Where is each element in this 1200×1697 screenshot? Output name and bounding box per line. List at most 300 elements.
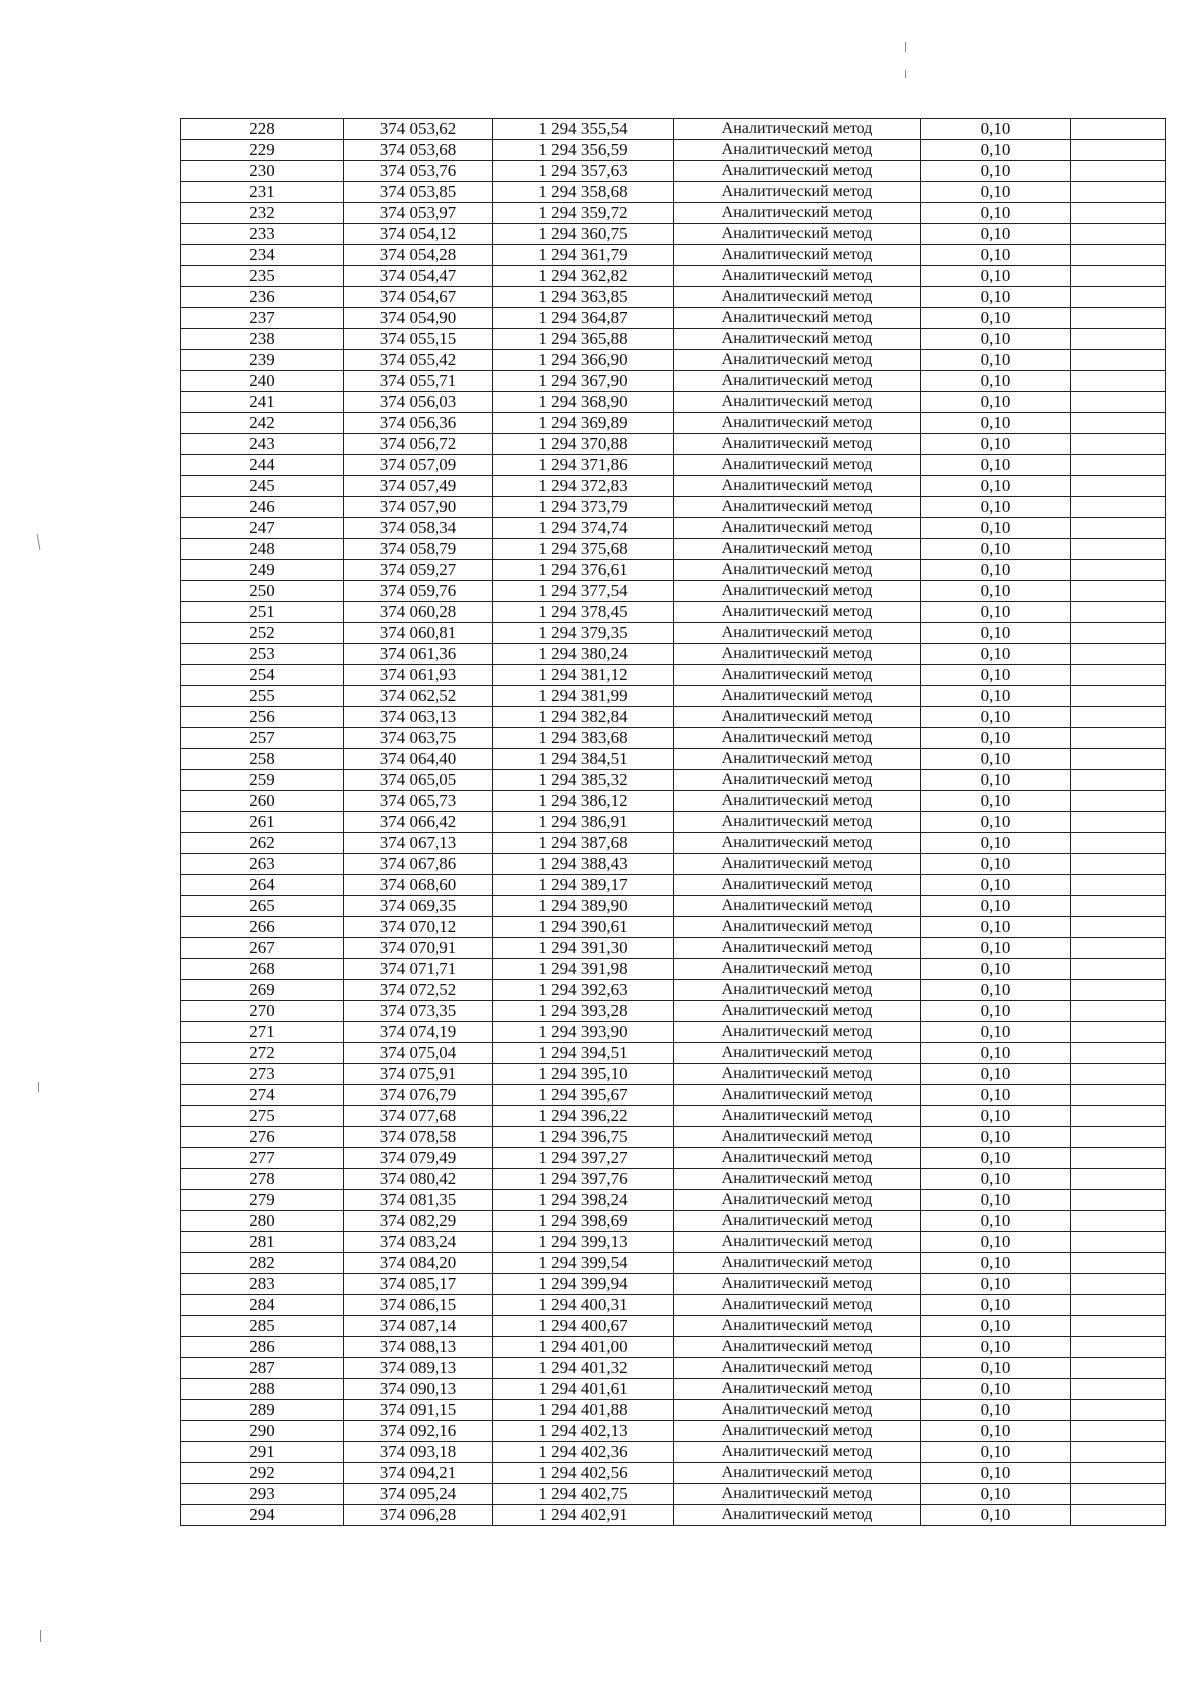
method-cell: Аналитический метод xyxy=(674,371,921,392)
y-coordinate-cell: 1 294 380,24 xyxy=(493,644,674,665)
y-coordinate-cell: 1 294 362,82 xyxy=(493,266,674,287)
method-cell: Аналитический метод xyxy=(674,1442,921,1463)
accuracy-cell: 0,10 xyxy=(921,770,1071,791)
table-row xyxy=(181,1085,1166,1106)
method-cell: Аналитический метод xyxy=(674,413,921,434)
y-coordinate-cell: 1 294 392,63 xyxy=(493,980,674,1001)
point-number-cell: 279 xyxy=(181,1190,344,1211)
table-row xyxy=(181,749,1166,770)
x-coordinate-cell: 374 060,81 xyxy=(344,623,493,644)
table-row xyxy=(181,497,1166,518)
note-cell xyxy=(1071,602,1166,623)
method-cell: Аналитический метод xyxy=(674,1169,921,1190)
x-coordinate-cell: 374 054,12 xyxy=(344,224,493,245)
table-row xyxy=(181,518,1166,539)
method-cell: Аналитический метод xyxy=(674,854,921,875)
note-cell xyxy=(1071,959,1166,980)
point-number-cell: 229 xyxy=(181,140,344,161)
method-cell: Аналитический метод xyxy=(674,1232,921,1253)
point-number-cell: 258 xyxy=(181,749,344,770)
y-coordinate-cell: 1 294 400,31 xyxy=(493,1295,674,1316)
x-coordinate-cell: 374 088,13 xyxy=(344,1337,493,1358)
point-number-cell: 247 xyxy=(181,518,344,539)
x-coordinate-cell: 374 083,24 xyxy=(344,1232,493,1253)
table-row xyxy=(181,308,1166,329)
method-cell: Аналитический метод xyxy=(674,875,921,896)
x-coordinate-cell: 374 078,58 xyxy=(344,1127,493,1148)
note-cell xyxy=(1071,938,1166,959)
point-number-cell: 259 xyxy=(181,770,344,791)
y-coordinate-cell: 1 294 383,68 xyxy=(493,728,674,749)
note-cell xyxy=(1071,182,1166,203)
method-cell: Аналитический метод xyxy=(674,1253,921,1274)
accuracy-cell: 0,10 xyxy=(921,1379,1071,1400)
table-row xyxy=(181,896,1166,917)
method-cell: Аналитический метод xyxy=(674,1316,921,1337)
y-coordinate-cell: 1 294 400,67 xyxy=(493,1316,674,1337)
method-cell: Аналитический метод xyxy=(674,518,921,539)
accuracy-cell: 0,10 xyxy=(921,497,1071,518)
table-row xyxy=(181,1001,1166,1022)
table-row xyxy=(181,455,1166,476)
method-cell: Аналитический метод xyxy=(674,1001,921,1022)
x-coordinate-cell: 374 086,15 xyxy=(344,1295,493,1316)
table-row xyxy=(181,287,1166,308)
note-cell xyxy=(1071,644,1166,665)
table-row xyxy=(181,812,1166,833)
scan-artifact-mark xyxy=(905,70,906,78)
accuracy-cell: 0,10 xyxy=(921,1085,1071,1106)
method-cell: Аналитический метод xyxy=(674,665,921,686)
accuracy-cell: 0,10 xyxy=(921,1358,1071,1379)
note-cell xyxy=(1071,140,1166,161)
x-coordinate-cell: 374 075,04 xyxy=(344,1043,493,1064)
y-coordinate-cell: 1 294 398,24 xyxy=(493,1190,674,1211)
accuracy-cell: 0,10 xyxy=(921,371,1071,392)
y-coordinate-cell: 1 294 370,88 xyxy=(493,434,674,455)
method-cell: Аналитический метод xyxy=(674,1211,921,1232)
method-cell: Аналитический метод xyxy=(674,224,921,245)
table-row xyxy=(181,623,1166,644)
point-number-cell: 290 xyxy=(181,1421,344,1442)
x-coordinate-cell: 374 064,40 xyxy=(344,749,493,770)
x-coordinate-cell: 374 054,47 xyxy=(344,266,493,287)
y-coordinate-cell: 1 294 363,85 xyxy=(493,287,674,308)
note-cell xyxy=(1071,350,1166,371)
note-cell xyxy=(1071,1169,1166,1190)
x-coordinate-cell: 374 080,42 xyxy=(344,1169,493,1190)
table-row xyxy=(181,1190,1166,1211)
note-cell xyxy=(1071,455,1166,476)
x-coordinate-cell: 374 066,42 xyxy=(344,812,493,833)
point-number-cell: 252 xyxy=(181,623,344,644)
point-number-cell: 272 xyxy=(181,1043,344,1064)
y-coordinate-cell: 1 294 385,32 xyxy=(493,770,674,791)
x-coordinate-cell: 374 071,71 xyxy=(344,959,493,980)
note-cell xyxy=(1071,434,1166,455)
point-number-cell: 243 xyxy=(181,434,344,455)
note-cell xyxy=(1071,1442,1166,1463)
table-row xyxy=(181,833,1166,854)
y-coordinate-cell: 1 294 396,75 xyxy=(493,1127,674,1148)
method-cell: Аналитический метод xyxy=(674,1484,921,1505)
accuracy-cell: 0,10 xyxy=(921,623,1071,644)
note-cell xyxy=(1071,518,1166,539)
accuracy-cell: 0,10 xyxy=(921,161,1071,182)
method-cell: Аналитический метод xyxy=(674,980,921,1001)
x-coordinate-cell: 374 092,16 xyxy=(344,1421,493,1442)
y-coordinate-cell: 1 294 367,90 xyxy=(493,371,674,392)
point-number-cell: 264 xyxy=(181,875,344,896)
note-cell xyxy=(1071,560,1166,581)
table-row xyxy=(181,1463,1166,1484)
x-coordinate-cell: 374 079,49 xyxy=(344,1148,493,1169)
x-coordinate-cell: 374 054,90 xyxy=(344,308,493,329)
table-row xyxy=(181,350,1166,371)
x-coordinate-cell: 374 055,15 xyxy=(344,329,493,350)
note-cell xyxy=(1071,224,1166,245)
method-cell: Аналитический метод xyxy=(674,1379,921,1400)
table-row xyxy=(181,1211,1166,1232)
point-number-cell: 283 xyxy=(181,1274,344,1295)
note-cell xyxy=(1071,1295,1166,1316)
note-cell xyxy=(1071,1400,1166,1421)
method-cell: Аналитический метод xyxy=(674,434,921,455)
note-cell xyxy=(1071,686,1166,707)
y-coordinate-cell: 1 294 361,79 xyxy=(493,245,674,266)
point-number-cell: 271 xyxy=(181,1022,344,1043)
y-coordinate-cell: 1 294 397,76 xyxy=(493,1169,674,1190)
x-coordinate-cell: 374 061,93 xyxy=(344,665,493,686)
y-coordinate-cell: 1 294 402,56 xyxy=(493,1463,674,1484)
accuracy-cell: 0,10 xyxy=(921,518,1071,539)
point-number-cell: 268 xyxy=(181,959,344,980)
point-number-cell: 230 xyxy=(181,161,344,182)
y-coordinate-cell: 1 294 376,61 xyxy=(493,560,674,581)
x-coordinate-cell: 374 065,05 xyxy=(344,770,493,791)
point-number-cell: 263 xyxy=(181,854,344,875)
point-number-cell: 235 xyxy=(181,266,344,287)
note-cell xyxy=(1071,1421,1166,1442)
table-row xyxy=(181,1379,1166,1400)
note-cell xyxy=(1071,623,1166,644)
x-coordinate-cell: 374 090,13 xyxy=(344,1379,493,1400)
x-coordinate-cell: 374 053,85 xyxy=(344,182,493,203)
x-coordinate-cell: 374 060,28 xyxy=(344,602,493,623)
accuracy-cell: 0,10 xyxy=(921,224,1071,245)
note-cell xyxy=(1071,1148,1166,1169)
table-row xyxy=(181,791,1166,812)
method-cell: Аналитический метод xyxy=(674,812,921,833)
method-cell: Аналитический метод xyxy=(674,560,921,581)
y-coordinate-cell: 1 294 357,63 xyxy=(493,161,674,182)
accuracy-cell: 0,10 xyxy=(921,140,1071,161)
point-number-cell: 237 xyxy=(181,308,344,329)
point-number-cell: 241 xyxy=(181,392,344,413)
method-cell: Аналитический метод xyxy=(674,602,921,623)
method-cell: Аналитический метод xyxy=(674,917,921,938)
note-cell xyxy=(1071,476,1166,497)
accuracy-cell: 0,10 xyxy=(921,1295,1071,1316)
x-coordinate-cell: 374 057,49 xyxy=(344,476,493,497)
method-cell: Аналитический метод xyxy=(674,350,921,371)
method-cell: Аналитический метод xyxy=(674,581,921,602)
method-cell: Аналитический метод xyxy=(674,896,921,917)
y-coordinate-cell: 1 294 393,28 xyxy=(493,1001,674,1022)
x-coordinate-cell: 374 074,19 xyxy=(344,1022,493,1043)
point-number-cell: 267 xyxy=(181,938,344,959)
x-coordinate-cell: 374 053,76 xyxy=(344,161,493,182)
table-row xyxy=(181,1232,1166,1253)
x-coordinate-cell: 374 094,21 xyxy=(344,1463,493,1484)
point-number-cell: 233 xyxy=(181,224,344,245)
point-number-cell: 273 xyxy=(181,1064,344,1085)
table-row xyxy=(181,581,1166,602)
y-coordinate-cell: 1 294 366,90 xyxy=(493,350,674,371)
note-cell xyxy=(1071,539,1166,560)
method-cell: Аналитический метод xyxy=(674,644,921,665)
accuracy-cell: 0,10 xyxy=(921,1253,1071,1274)
accuracy-cell: 0,10 xyxy=(921,1421,1071,1442)
accuracy-cell: 0,10 xyxy=(921,1463,1071,1484)
table-row xyxy=(181,245,1166,266)
point-number-cell: 239 xyxy=(181,350,344,371)
y-coordinate-cell: 1 294 402,13 xyxy=(493,1421,674,1442)
note-cell xyxy=(1071,728,1166,749)
accuracy-cell: 0,10 xyxy=(921,1232,1071,1253)
note-cell xyxy=(1071,161,1166,182)
x-coordinate-cell: 374 084,20 xyxy=(344,1253,493,1274)
x-coordinate-cell: 374 073,35 xyxy=(344,1001,493,1022)
table-row xyxy=(181,1421,1166,1442)
point-number-cell: 287 xyxy=(181,1358,344,1379)
table-row xyxy=(181,1127,1166,1148)
method-cell: Аналитический метод xyxy=(674,1274,921,1295)
note-cell xyxy=(1071,308,1166,329)
table-row xyxy=(181,1043,1166,1064)
note-cell xyxy=(1071,980,1166,1001)
table-row xyxy=(181,1337,1166,1358)
point-number-cell: 256 xyxy=(181,707,344,728)
y-coordinate-cell: 1 294 360,75 xyxy=(493,224,674,245)
accuracy-cell: 0,10 xyxy=(921,1400,1071,1421)
method-cell: Аналитический метод xyxy=(674,1190,921,1211)
table-row xyxy=(181,602,1166,623)
x-coordinate-cell: 374 096,28 xyxy=(344,1505,493,1526)
table-row xyxy=(181,938,1166,959)
note-cell xyxy=(1071,833,1166,854)
table-row xyxy=(181,644,1166,665)
y-coordinate-cell: 1 294 393,90 xyxy=(493,1022,674,1043)
x-coordinate-cell: 374 063,13 xyxy=(344,707,493,728)
y-coordinate-cell: 1 294 401,32 xyxy=(493,1358,674,1379)
point-number-cell: 280 xyxy=(181,1211,344,1232)
scan-artifact-mark xyxy=(38,1082,39,1092)
note-cell xyxy=(1071,413,1166,434)
y-coordinate-cell: 1 294 381,99 xyxy=(493,686,674,707)
accuracy-cell: 0,10 xyxy=(921,1022,1071,1043)
y-coordinate-cell: 1 294 396,22 xyxy=(493,1106,674,1127)
y-coordinate-cell: 1 294 391,98 xyxy=(493,959,674,980)
note-cell xyxy=(1071,1358,1166,1379)
y-coordinate-cell: 1 294 377,54 xyxy=(493,581,674,602)
x-coordinate-cell: 374 085,17 xyxy=(344,1274,493,1295)
accuracy-cell: 0,10 xyxy=(921,854,1071,875)
y-coordinate-cell: 1 294 356,59 xyxy=(493,140,674,161)
note-cell xyxy=(1071,1022,1166,1043)
table-row xyxy=(181,1442,1166,1463)
method-cell: Аналитический метод xyxy=(674,749,921,770)
accuracy-cell: 0,10 xyxy=(921,917,1071,938)
accuracy-cell: 0,10 xyxy=(921,686,1071,707)
y-coordinate-cell: 1 294 378,45 xyxy=(493,602,674,623)
note-cell xyxy=(1071,1379,1166,1400)
table-row xyxy=(181,539,1166,560)
y-coordinate-cell: 1 294 386,12 xyxy=(493,791,674,812)
accuracy-cell: 0,10 xyxy=(921,749,1071,770)
method-cell: Аналитический метод xyxy=(674,1463,921,1484)
method-cell: Аналитический метод xyxy=(674,1085,921,1106)
method-cell: Аналитический метод xyxy=(674,329,921,350)
accuracy-cell: 0,10 xyxy=(921,350,1071,371)
x-coordinate-cell: 374 058,34 xyxy=(344,518,493,539)
note-cell xyxy=(1071,1337,1166,1358)
table-row xyxy=(181,476,1166,497)
y-coordinate-cell: 1 294 388,43 xyxy=(493,854,674,875)
table-row xyxy=(181,959,1166,980)
note-cell xyxy=(1071,1274,1166,1295)
point-number-cell: 270 xyxy=(181,1001,344,1022)
x-coordinate-cell: 374 070,91 xyxy=(344,938,493,959)
y-coordinate-cell: 1 294 389,90 xyxy=(493,896,674,917)
accuracy-cell: 0,10 xyxy=(921,707,1071,728)
point-number-cell: 276 xyxy=(181,1127,344,1148)
point-number-cell: 275 xyxy=(181,1106,344,1127)
table-row xyxy=(181,392,1166,413)
method-cell: Аналитический метод xyxy=(674,161,921,182)
table-row xyxy=(181,875,1166,896)
table-row xyxy=(181,1106,1166,1127)
x-coordinate-cell: 374 056,03 xyxy=(344,392,493,413)
note-cell xyxy=(1071,749,1166,770)
y-coordinate-cell: 1 294 355,54 xyxy=(493,119,674,140)
y-coordinate-cell: 1 294 372,83 xyxy=(493,476,674,497)
method-cell: Аналитический метод xyxy=(674,1400,921,1421)
note-cell xyxy=(1071,119,1166,140)
y-coordinate-cell: 1 294 375,68 xyxy=(493,539,674,560)
accuracy-cell: 0,10 xyxy=(921,1337,1071,1358)
accuracy-cell: 0,10 xyxy=(921,392,1071,413)
note-cell xyxy=(1071,791,1166,812)
table-row xyxy=(181,203,1166,224)
y-coordinate-cell: 1 294 402,36 xyxy=(493,1442,674,1463)
note-cell xyxy=(1071,581,1166,602)
x-coordinate-cell: 374 072,52 xyxy=(344,980,493,1001)
method-cell: Аналитический метод xyxy=(674,791,921,812)
note-cell xyxy=(1071,812,1166,833)
note-cell xyxy=(1071,203,1166,224)
note-cell xyxy=(1071,287,1166,308)
x-coordinate-cell: 374 070,12 xyxy=(344,917,493,938)
accuracy-cell: 0,10 xyxy=(921,938,1071,959)
point-number-cell: 231 xyxy=(181,182,344,203)
x-coordinate-cell: 374 057,90 xyxy=(344,497,493,518)
method-cell: Аналитический метод xyxy=(674,287,921,308)
accuracy-cell: 0,10 xyxy=(921,119,1071,140)
accuracy-cell: 0,10 xyxy=(921,812,1071,833)
y-coordinate-cell: 1 294 395,67 xyxy=(493,1085,674,1106)
table-row xyxy=(181,728,1166,749)
y-coordinate-cell: 1 294 395,10 xyxy=(493,1064,674,1085)
x-coordinate-cell: 374 095,24 xyxy=(344,1484,493,1505)
accuracy-cell: 0,10 xyxy=(921,329,1071,350)
table-row xyxy=(181,1358,1166,1379)
note-cell xyxy=(1071,497,1166,518)
note-cell xyxy=(1071,1505,1166,1526)
table-row xyxy=(181,266,1166,287)
note-cell xyxy=(1071,1484,1166,1505)
y-coordinate-cell: 1 294 391,30 xyxy=(493,938,674,959)
note-cell xyxy=(1071,266,1166,287)
table-row xyxy=(181,119,1166,140)
method-cell: Аналитический метод xyxy=(674,938,921,959)
point-number-cell: 228 xyxy=(181,119,344,140)
note-cell xyxy=(1071,707,1166,728)
note-cell xyxy=(1071,1232,1166,1253)
point-number-cell: 260 xyxy=(181,791,344,812)
method-cell: Аналитический метод xyxy=(674,1127,921,1148)
x-coordinate-cell: 374 059,76 xyxy=(344,581,493,602)
y-coordinate-cell: 1 294 371,86 xyxy=(493,455,674,476)
method-cell: Аналитический метод xyxy=(674,1358,921,1379)
method-cell: Аналитический метод xyxy=(674,1064,921,1085)
point-number-cell: 261 xyxy=(181,812,344,833)
accuracy-cell: 0,10 xyxy=(921,1001,1071,1022)
point-number-cell: 255 xyxy=(181,686,344,707)
y-coordinate-cell: 1 294 374,74 xyxy=(493,518,674,539)
point-number-cell: 294 xyxy=(181,1505,344,1526)
point-number-cell: 278 xyxy=(181,1169,344,1190)
table-row xyxy=(181,854,1166,875)
table-row xyxy=(181,434,1166,455)
x-coordinate-cell: 374 081,35 xyxy=(344,1190,493,1211)
x-coordinate-cell: 374 057,09 xyxy=(344,455,493,476)
method-cell: Аналитический метод xyxy=(674,1022,921,1043)
coordinates-table xyxy=(180,118,1166,1526)
x-coordinate-cell: 374 087,14 xyxy=(344,1316,493,1337)
method-cell: Аналитический метод xyxy=(674,308,921,329)
table-row xyxy=(181,560,1166,581)
point-number-cell: 249 xyxy=(181,560,344,581)
x-coordinate-cell: 374 058,79 xyxy=(344,539,493,560)
point-number-cell: 232 xyxy=(181,203,344,224)
y-coordinate-cell: 1 294 399,94 xyxy=(493,1274,674,1295)
y-coordinate-cell: 1 294 382,84 xyxy=(493,707,674,728)
point-number-cell: 286 xyxy=(181,1337,344,1358)
x-coordinate-cell: 374 056,72 xyxy=(344,434,493,455)
accuracy-cell: 0,10 xyxy=(921,959,1071,980)
point-number-cell: 262 xyxy=(181,833,344,854)
table-row xyxy=(181,1148,1166,1169)
point-number-cell: 251 xyxy=(181,602,344,623)
x-coordinate-cell: 374 063,75 xyxy=(344,728,493,749)
table-row xyxy=(181,1169,1166,1190)
x-coordinate-cell: 374 076,79 xyxy=(344,1085,493,1106)
note-cell xyxy=(1071,1316,1166,1337)
note-cell xyxy=(1071,1085,1166,1106)
accuracy-cell: 0,10 xyxy=(921,665,1071,686)
method-cell: Аналитический метод xyxy=(674,1043,921,1064)
